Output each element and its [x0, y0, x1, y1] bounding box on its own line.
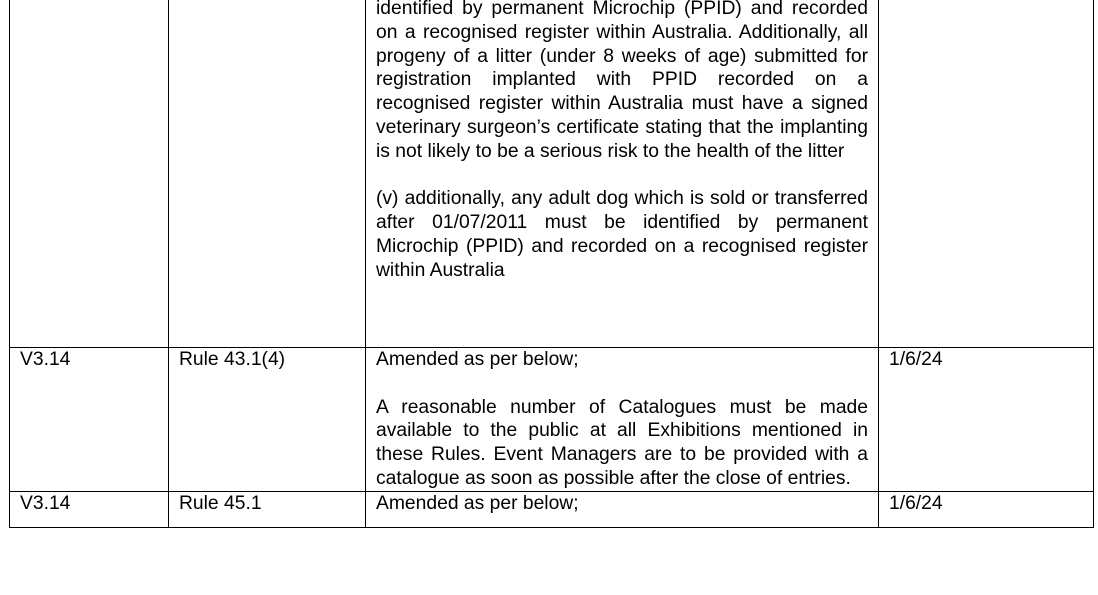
details-paragraph: Amended as per below;: [376, 492, 579, 514]
table-row: [10, 0, 1094, 348]
amendments-table: [9, 0, 1094, 528]
date-cell: 1/6/24: [879, 348, 1094, 492]
table-row: [10, 491, 1094, 527]
details-cell: [366, 348, 879, 492]
version-cell: V3.14: [10, 348, 169, 492]
date-cell: 1/6/24: [879, 491, 1094, 527]
details-paragraph: identified by permanent Microchip (PPID) and recorded on a recognised register within Australia. Additionally, all progeny of a litter (under 8 weeks of age) submitted for registration implanted with PPID recorded on a recognised register within Australia must have a signed veterinary surgeon’s certificate stating that the implanting is not likely to be a serious risk to the health of the litter: [376, 0, 868, 162]
rule-cell: [169, 0, 366, 348]
details-paragraph: A reasonable number of Catalogues must be made available to the public at all Exhibitions mentioned in these Rules. Event Managers are to be provided with a catalogue as soon as possible after the close of entries.: [376, 396, 868, 489]
details-cell: [366, 491, 879, 527]
rule-cell: Rule 45.1: [169, 491, 366, 527]
date-cell: [879, 0, 1094, 348]
version-cell: [10, 0, 169, 348]
details-text: [376, 348, 868, 491]
details-text: [376, 492, 868, 516]
details-cell: [366, 0, 879, 348]
details-text: [376, 0, 868, 283]
details-paragraph: (v) additionally, any adult dog which is sold or transferred after 01/07/2011 must be identified by permanent Microchip (PPID) and recorded on a recognised register within Australia: [376, 188, 868, 281]
version-cell: V3.14: [10, 491, 169, 527]
rule-cell: Rule 43.1(4): [169, 348, 366, 492]
table-row: [10, 348, 1094, 492]
details-paragraph: Amended as per below;: [376, 349, 579, 370]
